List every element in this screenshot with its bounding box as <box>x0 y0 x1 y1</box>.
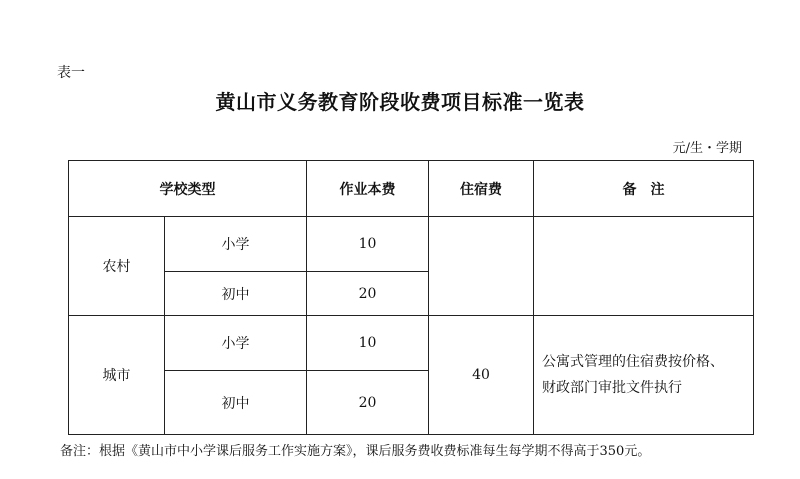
document-title: 黄山市义务教育阶段收费项目标准一览表 <box>215 90 585 114</box>
urban-primary-level: 小学 <box>165 316 307 371</box>
rural-remarks <box>534 217 754 316</box>
rural-label: 农村 <box>69 217 165 316</box>
table-header-row <box>69 161 754 217</box>
urban-lodging-fee: 40 <box>429 316 534 435</box>
header-school-type: 学校类型 <box>69 161 307 217</box>
urban-label: 城市 <box>69 316 165 435</box>
urban-junior-homework-fee: 20 <box>307 371 429 435</box>
header-lodging-fee: 住宿费 <box>429 161 534 217</box>
urban-remarks-line1: 公寓式管理的住宿费按价格、 <box>542 354 724 370</box>
urban-junior-level: 初中 <box>165 371 307 435</box>
unit-label: 元/生・学期 <box>672 141 742 156</box>
rural-junior-level: 初中 <box>165 272 307 316</box>
table-label: 表一 <box>57 65 85 81</box>
rural-lodging-fee <box>429 217 534 316</box>
header-remarks: 备 注 <box>534 161 754 217</box>
urban-primary-homework-fee: 10 <box>307 316 429 371</box>
table-row <box>69 217 754 272</box>
footnote: 备注：根据《黄山市中小学课后服务工作实施方案》，课后服务费收费标准每生每学期不得高于350元。 <box>60 444 651 459</box>
rural-junior-homework-fee: 20 <box>307 272 429 316</box>
urban-remarks-line2: 财政部门审批文件执行 <box>542 380 682 396</box>
fee-table <box>68 160 754 435</box>
urban-remarks <box>534 316 754 435</box>
table-row <box>69 316 754 371</box>
rural-primary-homework-fee: 10 <box>307 217 429 272</box>
rural-primary-level: 小学 <box>165 217 307 272</box>
header-homework-fee: 作业本费 <box>307 161 429 217</box>
